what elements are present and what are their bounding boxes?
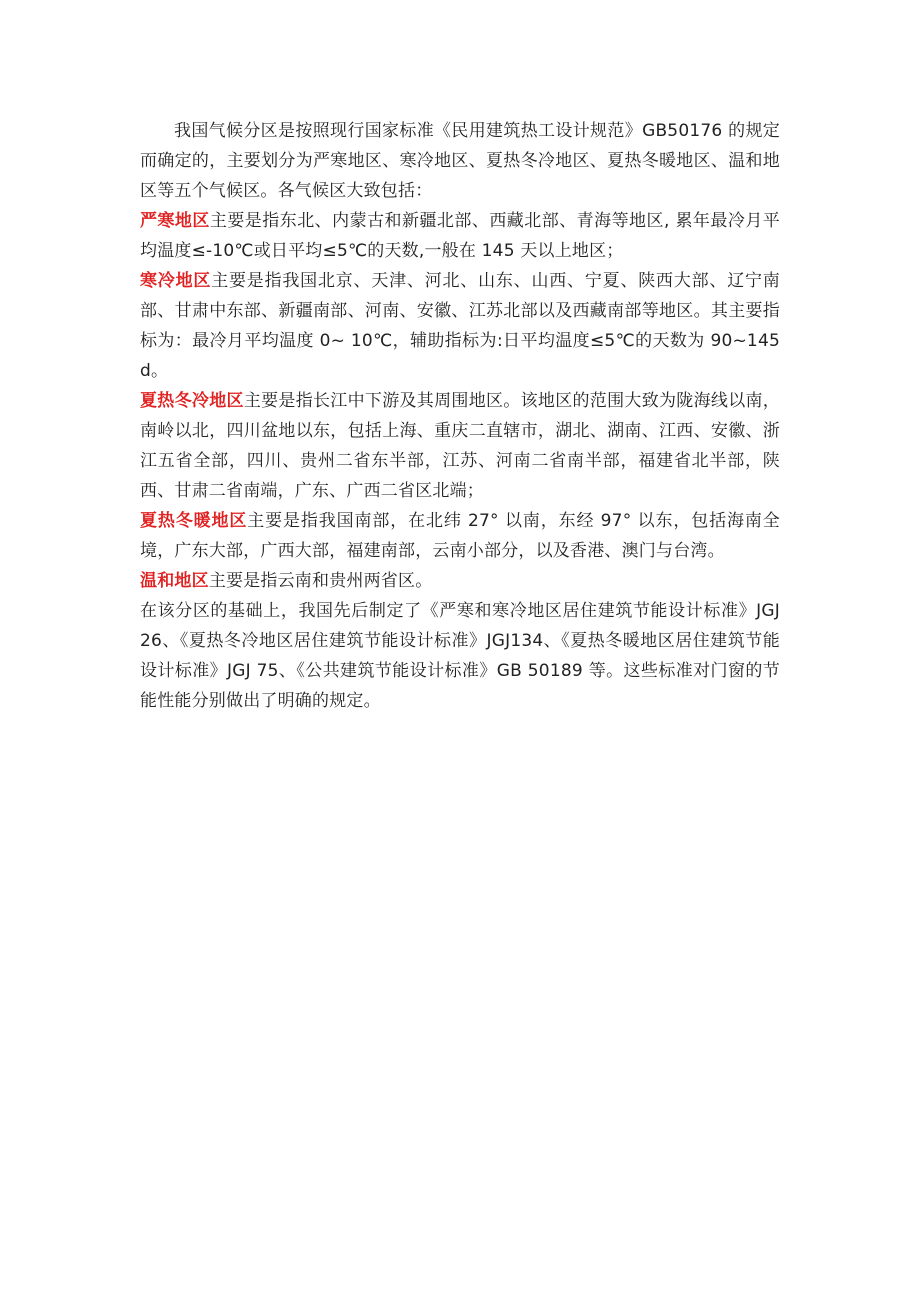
zone-paragraph-cold (140, 266, 780, 386)
zone-description: 主要是指东北、内蒙古和新疆北部、西藏北部、青海等地区, 累年最冷月平均温度≤-10℃或日平均≤5℃的天数,一般在 145 天以上地区； (140, 211, 780, 261)
zone-name: 夏热冬暖地区 (140, 511, 248, 531)
zone-paragraph-hot-summer-warm-winter (140, 506, 780, 566)
conclusion-paragraph: 在该分区的基础上，我国先后制定了《严寒和寒冷地区居住建筑节能设计标准》JGJ 26、《夏热冬冷地区居住建筑节能设计标准》JGJ134、《夏热冬暖地区居住建筑节能设计标准》JGJ 75、《公共建筑节能设计标准》GB 50189 等。这些标准对门窗的节能性能分别做出了明确的规定。 (140, 601, 780, 711)
zone-description: 主要是指云南和贵州两省区。 (208, 571, 433, 591)
zone-description: 主要是指我国北京、天津、河北、山东、山西、宁夏、陕西大部、辽宁南部、甘肃中东部、新疆南部、河南、安徽、江苏北部以及西藏南部等地区。其主要指标为：最冷月平均温度 0~ 10℃，辅助指标为:日平均温度≤5℃的天数为 90~145d。 (140, 271, 780, 381)
zone-name: 寒冷地区 (140, 271, 212, 291)
zone-description: 主要是指长江中下游及其周围地区。该地区的范围大致为陇海线以南，南岭以北，四川盆地以东，包括上海、重庆二直辖市，湖北、湖南、江西、安徽、浙江五省全部，四川、贵州二省东半部，江苏、河南二省南半部，福建省北半部，陕西、甘肃二省南端，广东、广西二省区北端； (140, 391, 781, 501)
zone-description: 主要是指我国南部，在北纬 27° 以南，东经 97° 以东，包括海南全境，广东大部，广西大部，福建南部，云南小部分，以及香港、澳门与台湾。 (140, 511, 780, 561)
zone-paragraph-hot-summer-cold-winter (140, 386, 780, 506)
zone-name: 严寒地区 (140, 211, 210, 231)
zone-name: 温和地区 (140, 571, 209, 591)
intro-paragraph: 我国气候分区是按照现行国家标准《民用建筑热工设计规范》GB50176 的规定而确定的，主要划分为严寒地区、寒冷地区、夏热冬冷地区、夏热冬暖地区、温和地区等五个气候区。各气候区大致包括： (140, 121, 780, 201)
zone-paragraph-severe-cold (140, 206, 780, 266)
zone-paragraph-temperate (140, 566, 780, 596)
document-body (140, 116, 780, 716)
zone-name: 夏热冬冷地区 (140, 391, 244, 411)
